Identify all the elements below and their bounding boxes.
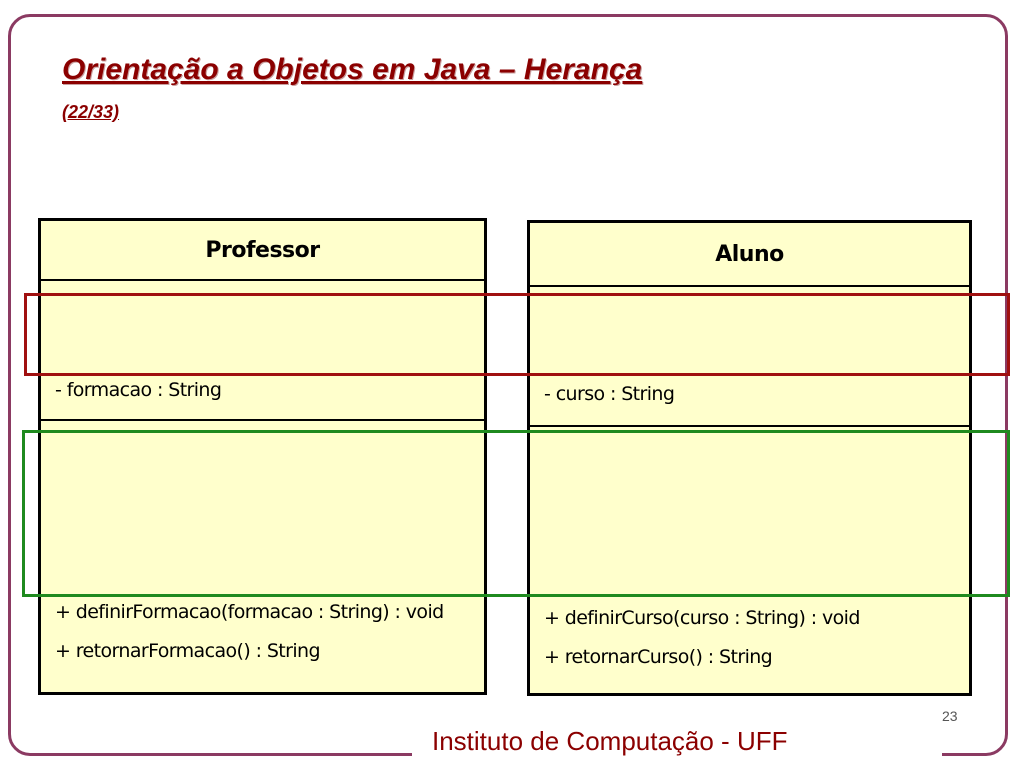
methods-compartment: [530, 427, 969, 677]
method-row: [544, 560, 955, 599]
method-row: + retornarFormacao() : String: [55, 640, 320, 662]
class-professor: [38, 218, 487, 695]
method-row: + definirFormacao(formacao : String) : void: [55, 601, 444, 623]
method-row: [544, 482, 955, 521]
slide-title: Orientação a Objetos em Java – Herança: [62, 53, 643, 86]
attribute-row: [55, 293, 470, 332]
attributes-compartment: [41, 281, 484, 421]
method-row: [55, 515, 470, 554]
methods-compartment: [41, 421, 484, 671]
method-row: [55, 554, 470, 593]
method-row: [544, 521, 955, 560]
class-name: Aluno: [530, 223, 969, 287]
method-row: [544, 443, 955, 482]
method-row: + retornarCurso() : String: [544, 646, 773, 668]
method-row: [55, 476, 470, 515]
page-number: 23: [942, 708, 958, 724]
slide-subtitle: (22/33): [62, 102, 120, 122]
footer-text: Instituto de Computação - UFF: [432, 726, 788, 756]
attributes-compartment: [530, 287, 969, 427]
class-name: Professor: [41, 221, 484, 281]
attribute-row: - curso : String: [544, 383, 675, 405]
attribute-row: [544, 297, 955, 336]
attribute-row: - formacao : String: [55, 379, 222, 401]
method-row: + definirCurso(curso : String) : void: [544, 607, 860, 629]
attribute-row: [55, 332, 470, 371]
class-aluno: [527, 220, 972, 696]
method-row: [55, 437, 470, 476]
attribute-row: [544, 336, 955, 375]
